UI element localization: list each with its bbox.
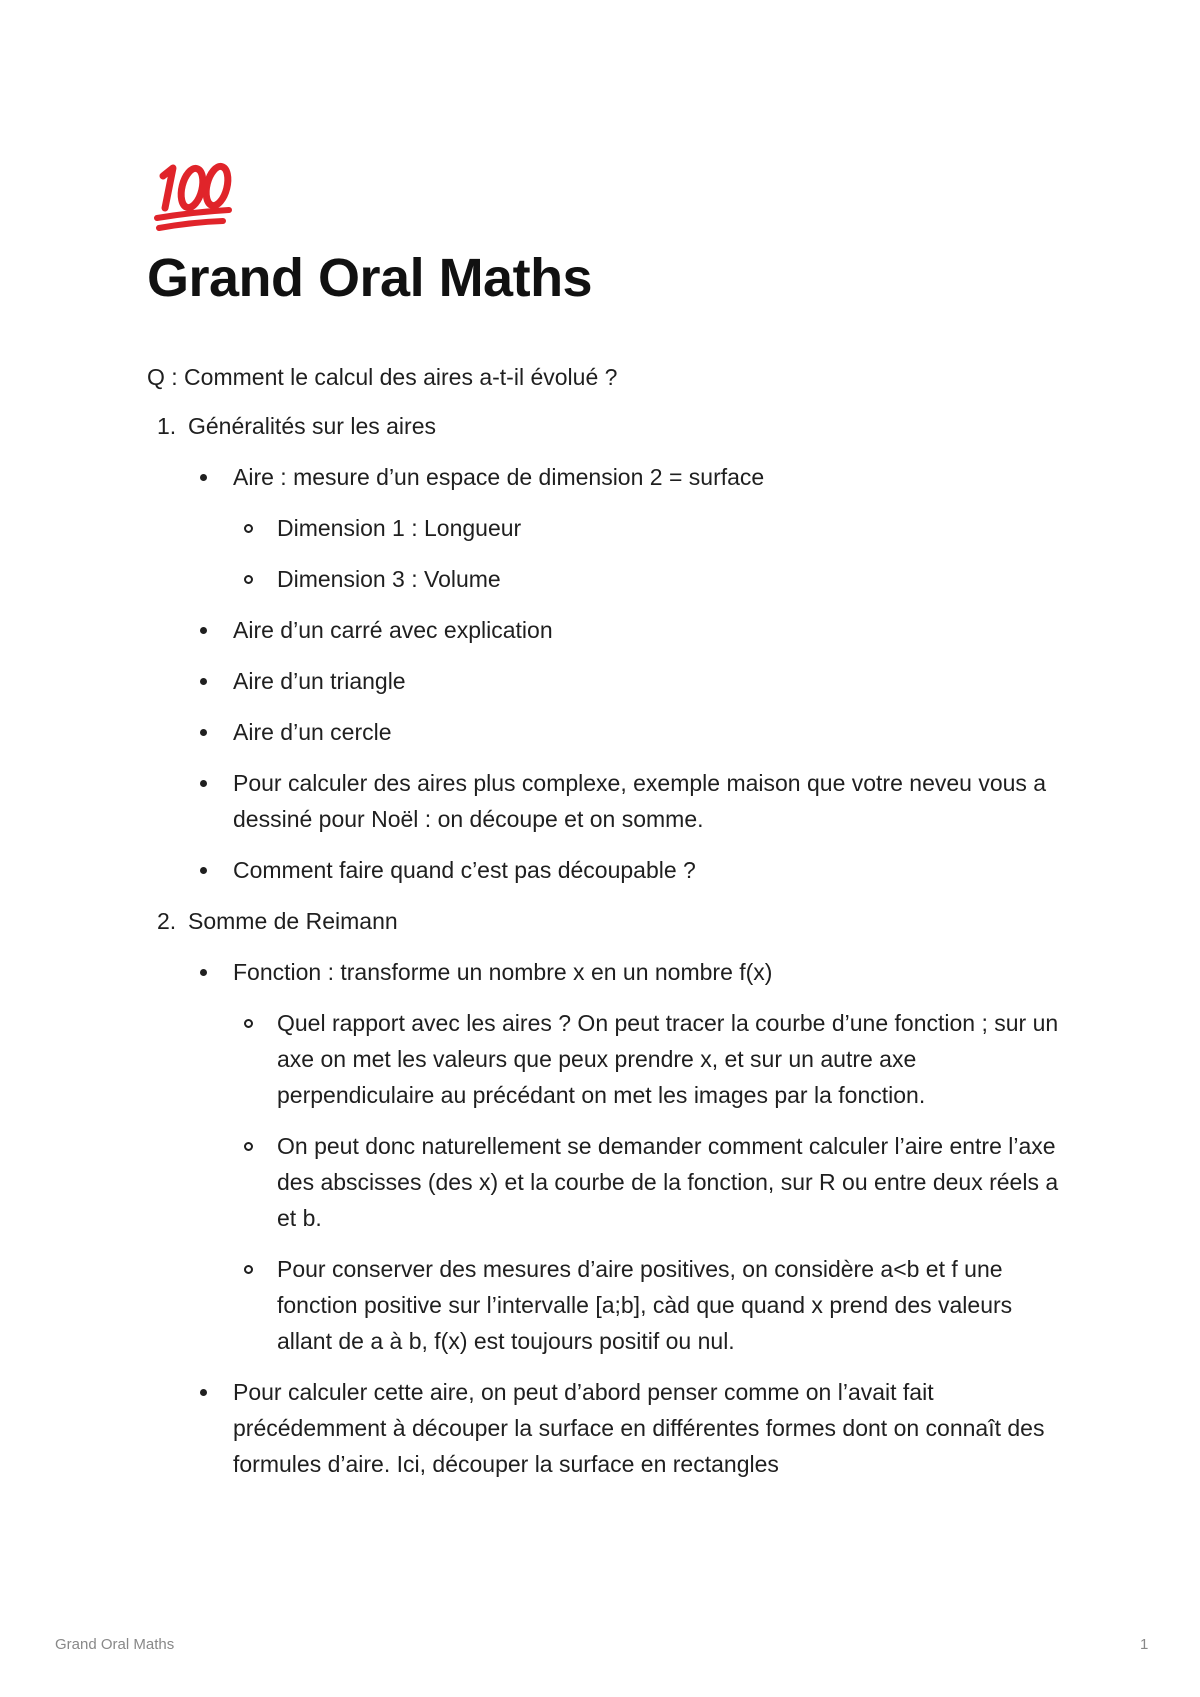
bullet-circle-icon	[244, 575, 253, 584]
sub-list-item-text: Dimension 3 : Volume	[277, 566, 501, 592]
sub-list-item	[147, 561, 1067, 597]
list-item-text: Fonction : transforme un nombre x en un nombre f(x)	[233, 959, 773, 985]
list-item-text: Aire d’un carré avec explication	[233, 617, 553, 643]
sub-list-item-text: Dimension 1 : Longueur	[277, 515, 522, 541]
question-text: Q : Comment le calcul des aires a-t-il évolué ?	[147, 364, 618, 390]
bullet-circle-icon	[244, 1142, 253, 1151]
list-item-text: Comment faire quand c’est pas découpable ?	[233, 857, 696, 883]
bullet-disc-icon	[200, 780, 207, 787]
footer-page-number: 1	[1140, 1636, 1149, 1653]
list-item	[147, 765, 1067, 837]
bullet-disc-icon	[200, 1389, 207, 1396]
page-title: Grand Oral Maths	[147, 248, 593, 308]
list-item	[147, 1374, 1067, 1482]
list-item	[147, 852, 1067, 888]
bullet-circle-icon	[244, 1265, 253, 1274]
list-item	[147, 663, 1067, 699]
section-heading	[147, 408, 1067, 444]
sub-list-item	[147, 1251, 1067, 1359]
sub-list-item	[147, 1005, 1067, 1113]
bullet-disc-icon	[200, 678, 207, 685]
outline	[147, 408, 1067, 1482]
section-label: Généralités sur les aires	[188, 413, 436, 439]
list-item	[147, 954, 1067, 990]
bullet-disc-icon	[200, 474, 207, 481]
sub-list-item	[147, 510, 1067, 546]
bullet-disc-icon	[200, 867, 207, 874]
sub-list-item-text: On peut donc naturellement se demander comment calculer l’aire entre l’axe des abscisses (des x) et la courbe de la fonction, sur R ou entre deux réels a et b.	[277, 1133, 1059, 1231]
section-number: 1.	[157, 413, 177, 439]
list-item	[147, 612, 1067, 648]
sub-list-item	[147, 1128, 1067, 1236]
bullet-circle-icon	[244, 1019, 253, 1028]
footer-doc-title: Grand Oral Maths	[55, 1636, 175, 1653]
list-item-text: Aire d’un triangle	[233, 668, 406, 694]
hundred-points-icon	[153, 160, 235, 232]
sub-list-item-text: Pour conserver des mesures d’aire positives, on considère a<b et f une fonction positive sur l’intervalle [a;b], càd que quand x prend des valeurs allant de a à b, f(x) est toujours positif ou nul.	[277, 1256, 1013, 1354]
list-item-text: Aire : mesure d’un espace de dimension 2 = surface	[233, 464, 765, 490]
document-content	[147, 160, 1067, 1497]
bullet-disc-icon	[200, 627, 207, 634]
bullet-disc-icon	[200, 969, 207, 976]
list-item-text: Aire d’un cercle	[233, 719, 392, 745]
sub-list-item-text: Quel rapport avec les aires ? On peut tracer la courbe d’une fonction ; sur un axe on met les valeurs que peux prendre x, et sur un autre axe perpendiculaire au précédant on met les images par la fonction.	[277, 1010, 1059, 1108]
list-item	[147, 714, 1067, 750]
bullet-circle-icon	[244, 524, 253, 533]
section-number: 2.	[157, 908, 177, 934]
list-item-text: Pour calculer cette aire, on peut d’abord penser comme on l’avait fait précédemment à découper la surface en différentes formes dont on connaît des formules d’aire. Ici, découper la surface en rectangles	[233, 1379, 1045, 1477]
section-heading	[147, 903, 1067, 939]
section-label: Somme de Reimann	[188, 908, 398, 934]
list-item-text: Pour calculer des aires plus complexe, exemple maison que votre neveu vous a dessiné pour Noël : on découpe et on somme.	[233, 770, 1047, 832]
bullet-disc-icon	[200, 729, 207, 736]
list-item	[147, 459, 1067, 495]
